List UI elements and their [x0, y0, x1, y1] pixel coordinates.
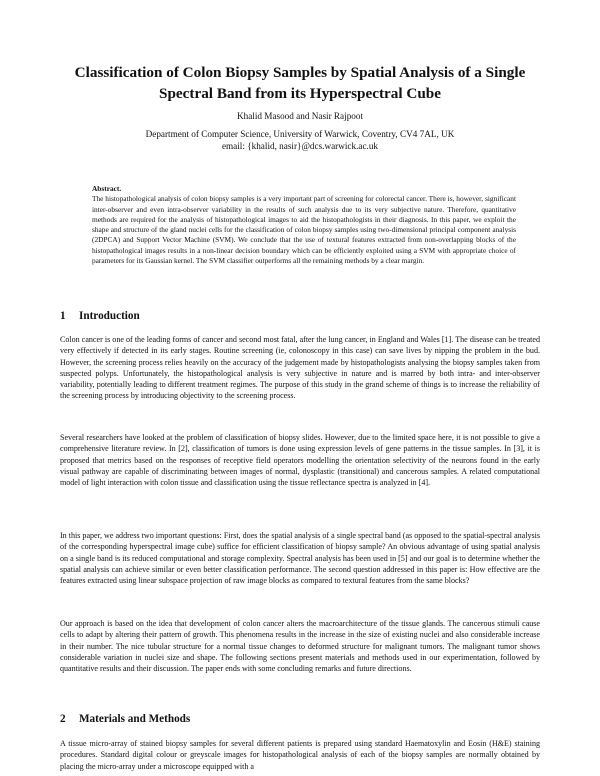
section-heading-introduction — [60, 310, 140, 322]
body-paragraph: Colon cancer is one of the leading forms of cancer and second most fatal, after the lung cancer, in England and Wales [1]. The disease can be treated very effectively if detected in its early stages. Routine screening (ie, colonoscopy in this case) can save lives by nipping the problem in the bud. However, the screening process relies heavily on the accuracy of the judgement made by histopathologists analysing the biopsy samples taken from suspected polyps. Unfortunately, the histopathological analysis is very subjective in nature and is marred by both intra- and inter-observer variability, potentially leading to different treatment regimes. The purpose of this study in the grand scheme of things is to increase the reliability of the screening process by introducing objectivity to the screening process. — [60, 335, 540, 401]
section-number: 1 — [60, 310, 66, 322]
section-title: Materials and Methods — [79, 713, 191, 725]
section-heading-materials-methods — [60, 713, 190, 725]
body-paragraph: Our approach is based on the idea that development of colon cancer alters the macroarchitecture of the tissue glands. The cancerous stimuli cause cells to adapt by altering their pattern of growth. This phenomena results in the increase in the size of existing nuclei and also considerable increase in their number. The nice tubular structure for a normal tissue changes to deformed structure for malignant tumors. The malignant tumor shows considerable variation in nuclei size and shape. The following sections present materials and methods used in our experimentation, followed by quantitative results and their discussion. The paper ends with some concluding remarks and future directions. — [60, 619, 540, 673]
affiliation: Department of Computer Science, University of Warwick, Coventry, CV4 7AL, UK — [145, 129, 455, 139]
body-paragraph: In this paper, we address two important questions: First, does the spatial analysis of a single spectral band (as opposed to the spatial-spectral analysis of the corresponding hyperspectral image cube) suffice for efficient classification of biopsy sample? An obvious advantage of using spatial analysis on a single band is its reduced computational and storage complexity. Spectral analysis has been used in [5] and our goal is to determine whether the spatial analysis can achieve similar or even better classification performance. The second question addressed in this paper is: How effective are the features extracted using linear subspace projection of raw image blocks as compared to textural features from the same blocks? — [60, 531, 540, 585]
paper-title: Classification of Colon Biopsy Samples by Spatial Analysis of a Single Spectral Band from its Hyperspectral Cube — [74, 64, 526, 102]
author-list: Khalid Masood and Nasir Rajpoot — [236, 111, 364, 121]
section-title: Introduction — [79, 310, 140, 322]
author-email: email: {khalid, nasir}@dcs.warwick.ac.uk — [221, 141, 379, 151]
abstract-text: The histopathological analysis of colon biopsy samples is a very important part of screening for colorectal cancer. There is, however, significant inter-observer and even intra-observer variability in the results of such analysis due to its very subjective nature. Therefore, quantitative methods are required for the analysis of histopathological images to aid the histopathologists in their diagnosis. In this paper, we exploit the shape and structure of the gland nuclei cells for the classification of colon biopsy samples using two-dimensional principal component analysis (2DPCA) and Support Vector Machine (SVM). We conclude that the use of textural features extracted from non-overlapping blocks of the histopathological images results in a non-linear decision boundary which can be efficiently exploited using a SVM with appropriate choice of parameters for its Gaussian kernel. The SVM classifier outperforms all the remaining methods by a clear margin. — [92, 194, 516, 266]
section-number: 2 — [60, 713, 66, 725]
body-paragraph: A tissue micro-array of stained biopsy samples for several different patients is prepared using standard Haematoxylin and Eosin (H&E) staining procedures. Standard digital colour or greyscale images for histopathological analysis of each of the biopsy samples are normally obtained by placing the micro-array under a microscope equipped with a — [60, 739, 540, 771]
affiliation-block — [60, 128, 540, 152]
body-paragraph: Several researchers have looked at the problem of classification of biopsy slides. However, due to the limited space here, it is not possible to give a comprehensive literature review. In [2], classification of tumors is done using expression levels of gene patterns in the tissue samples. In [3], it is proposed that metrics based on the responses of receptive field operators modelling the orientation selectivity of the neurons found in the early visual pathway are capable of discriminating between images of normal, dysplastic (transitional) and cancerous samples. A related computational model of light interaction with colon tissue and classification using the tissue reflectance spectra is analyzed in [4]. — [60, 433, 540, 487]
abstract-heading: Abstract. — [92, 184, 122, 193]
abstract — [92, 184, 516, 266]
